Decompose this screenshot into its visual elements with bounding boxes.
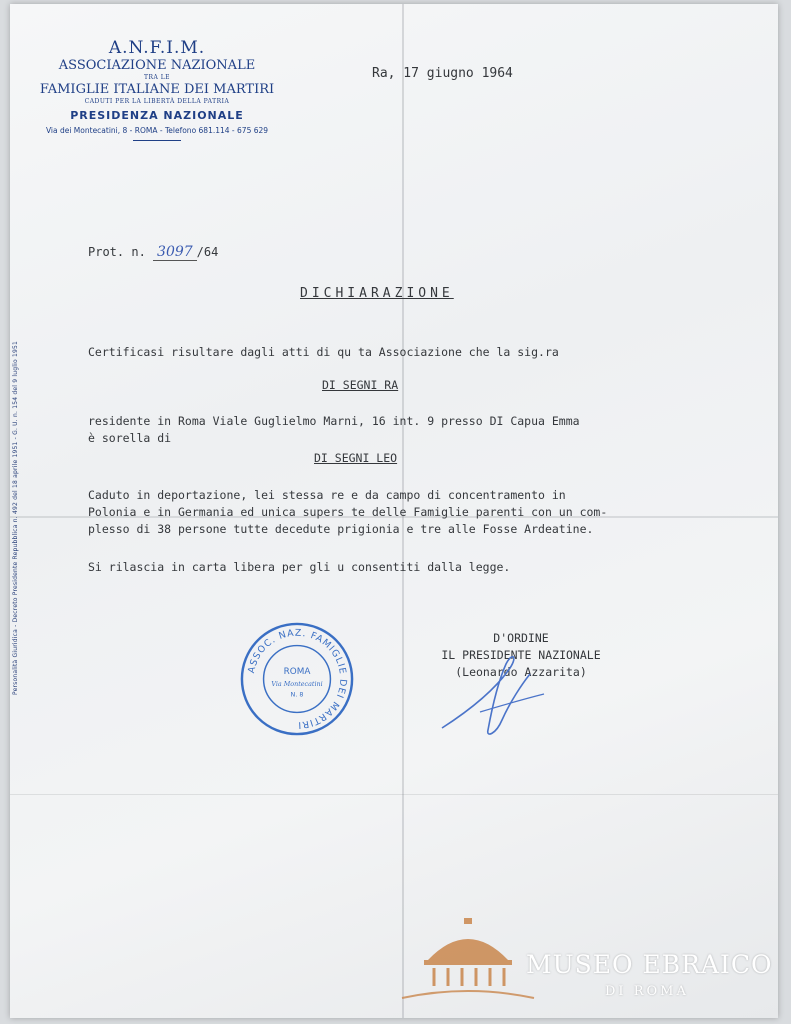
museum-logo-icon [398,914,538,1014]
stamp-center-street: Via Montecatini [271,679,323,688]
protocol-number: 3097 [153,244,197,261]
stamp-center-city: ROMA [283,667,311,678]
protocol-line [88,244,218,260]
letterhead-address: Via dei Montecatini, 8 - ROMA - Telefono 681.114 - 675 629 [45,126,269,135]
signature-order: D'ORDINE [493,631,549,645]
letterhead-association: ASSOCIAZIONE NAZIONALE [58,58,256,73]
document-title: DICHIARAZIONE [300,286,454,301]
body-relation: è sorella di [88,431,172,445]
body-intro: Certificasi risultare dagli atti di qu ta Associazione che la sig.ra [88,345,559,359]
body-name-brother: DI SEGNI LEO [314,451,398,465]
letterhead-families: FAMIGLIE ITALIANE DEI MARTIRI [39,82,275,97]
body-name-sister: DI SEGNI RA [322,378,399,392]
document-date: Ra, 17 giugno 1964 [372,66,513,81]
letterhead [22,38,292,141]
stamp-center-number: N. 8 [290,690,304,699]
letterhead-presidenza: PRESIDENZA NAZIONALE [70,109,244,122]
body-residence: residente in Roma Viale Guglielmo Marni, 16 int. 9 presso DI Capua Emma [88,414,580,428]
letterhead-caduti: CADUTI PER LA LIBERTÀ DELLA PATRIA [84,98,230,105]
body-paragraph-line-1: Caduto in deportazione, lei stessa re e da campo di concentramento in [88,488,566,502]
stamp-ring-text: ASSOC. NAZ. FAMIGLIE DEI MARTIRI [246,627,349,731]
museum-watermark-name: MUSEO EBRAICO [526,950,773,979]
handwritten-signature [440,650,560,740]
body-closing: Si rilascia in carta libera per gli u consentiti dalla legge. [88,560,511,574]
body-paragraph-line-3: plesso di 38 persone tutte decedute prigionia e tre alle Fosse Ardeatine. [88,522,594,536]
letterhead-acronym: A.N.F.I.M. [108,38,206,58]
legal-vertical-note: Personalità Giuridica - Decreto Presidente Repubblica n. 492 del 18 aprile 1951 - G. U. n. 154 del 9 luglio 1951 [12,340,19,695]
letterhead-rule [133,140,181,141]
protocol-label: Prot. n. [88,245,146,259]
association-stamp [238,620,356,738]
museum-watermark-sub: DI ROMA [605,984,689,999]
letterhead-tra-le: TRA LE [143,74,171,81]
fold-crease-horizontal-lower [10,794,778,795]
signature-title: IL PRESIDENTE NAZIONALE [441,648,601,662]
protocol-suffix: /64 [196,245,219,259]
signature-name: (Leonardo Azzarita) [455,665,587,679]
body-paragraph-line-2: Polonia e in Germania ed unica supers te delle Famiglie parenti con un com- [88,505,608,519]
